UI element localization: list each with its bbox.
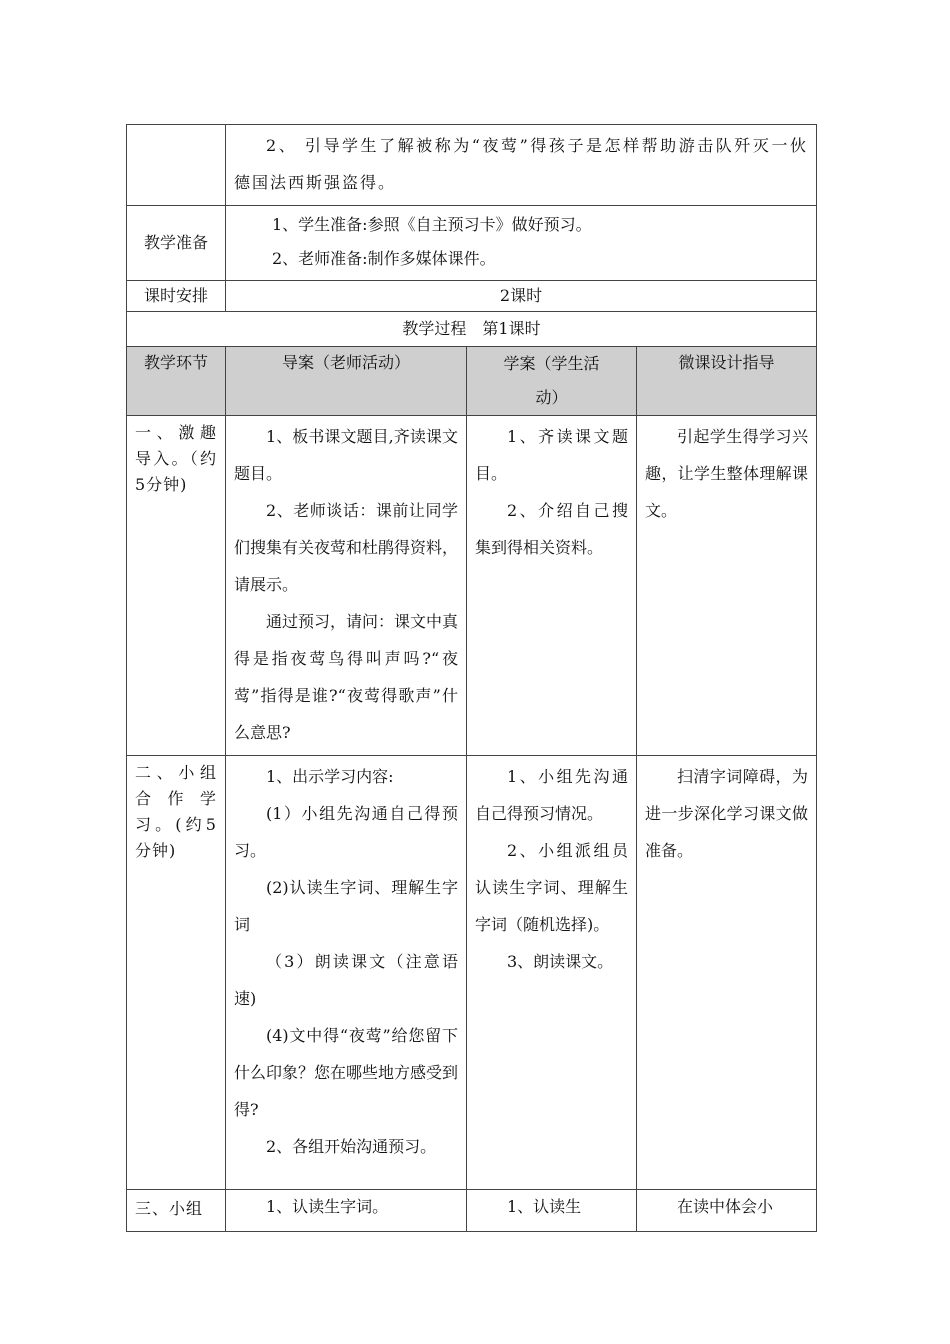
table-row: [127, 416, 817, 756]
preparation-teacher: 2、老师准备:制作多媒体课件。: [272, 249, 496, 268]
preparation-row: [127, 206, 817, 281]
student-cell: [467, 416, 637, 756]
stage-cell: 三、小组: [127, 1190, 226, 1232]
student-step: 1、小组先沟通自己得预习情况。: [475, 767, 628, 823]
preparation-label: 教学准备: [127, 206, 226, 281]
schedule-label: 课时安排: [127, 281, 226, 312]
process-title-row: [127, 312, 817, 347]
objectives-row: [127, 125, 817, 206]
student-step: 3、朗读课文。: [507, 952, 614, 971]
teacher-step: （3）朗读课文（注意语速): [234, 952, 458, 1008]
process-title: 教学过程 第1课时: [127, 312, 817, 347]
micro-cell: 扫清字词障碍，为进一步深化学习课文做准备。: [637, 756, 817, 1190]
teacher-cell: [226, 416, 467, 756]
teacher-step: 1、出示学习内容:: [266, 767, 394, 786]
student-step: 2、介绍自己搜集到得相关资料。: [475, 501, 628, 557]
teacher-cell: [226, 756, 467, 1190]
student-cell: [467, 1190, 637, 1232]
table-row: [127, 756, 817, 1190]
stage-cell: 二、小组合作学习。(约5分钟): [127, 756, 226, 1190]
teacher-step: (1）小组先沟通自己得预习。: [234, 804, 458, 860]
schedule-value: 2课时: [226, 281, 817, 312]
col-header-stage: 教学环节: [127, 347, 226, 416]
stage-cell: 一、激趣导入。（约5分钟): [127, 416, 226, 756]
teacher-step: 1、认读生字词。: [266, 1197, 389, 1216]
objectives-content-cell: [226, 125, 817, 206]
teacher-cell: [226, 1190, 467, 1232]
teacher-step: 2、各组开始沟通预习。: [266, 1137, 437, 1156]
student-cell: [467, 756, 637, 1190]
teacher-step: (2)认读生字词、理解生字词: [234, 878, 458, 934]
student-step: 1、认读生: [507, 1197, 582, 1216]
micro-cell: 在读中体会小: [637, 1190, 817, 1232]
teacher-step: 通过预习，请问：课文中真得是指夜莺鸟得叫声吗?“夜莺”指得是谁?“夜莺得歌声”什么意思?: [234, 612, 459, 742]
schedule-row: [127, 281, 817, 312]
teacher-step: (4)文中得“夜莺”给您留下什么印象？您在哪些地方感受到得?: [234, 1026, 459, 1119]
teacher-step: 1、板书课文题目,齐读课文题目。: [234, 427, 458, 483]
col-header-micro: 微课设计指导: [637, 347, 817, 416]
objectives-label-cell: [127, 125, 226, 206]
col-header-teacher: 导案（老师活动）: [226, 347, 467, 416]
teacher-step: 2、老师谈话：课前让同学们搜集有关夜莺和杜鹃得资料，请展示。: [234, 501, 459, 594]
table-row: [127, 1190, 817, 1232]
micro-cell: 引起学生得学习兴趣，让学生整体理解课文。: [637, 416, 817, 756]
col-header-student: 学案（学生活动）: [467, 347, 637, 416]
column-header-row: [127, 347, 817, 416]
student-step: 1、齐读课文题目。: [475, 427, 628, 483]
objective-2: 2、 引导学生了解被称为“夜莺”得孩子是怎样帮助游击队歼灭一伙德国法西斯强盗得。: [234, 136, 808, 192]
preparation-content-cell: [226, 206, 817, 281]
student-step: 2、小组派组员认读生字词、理解生字词（随机选择)。: [475, 841, 628, 934]
lesson-plan-table: [126, 124, 817, 1232]
preparation-student: 1、学生准备:参照《自主预习卡》做好预习。: [272, 215, 592, 234]
